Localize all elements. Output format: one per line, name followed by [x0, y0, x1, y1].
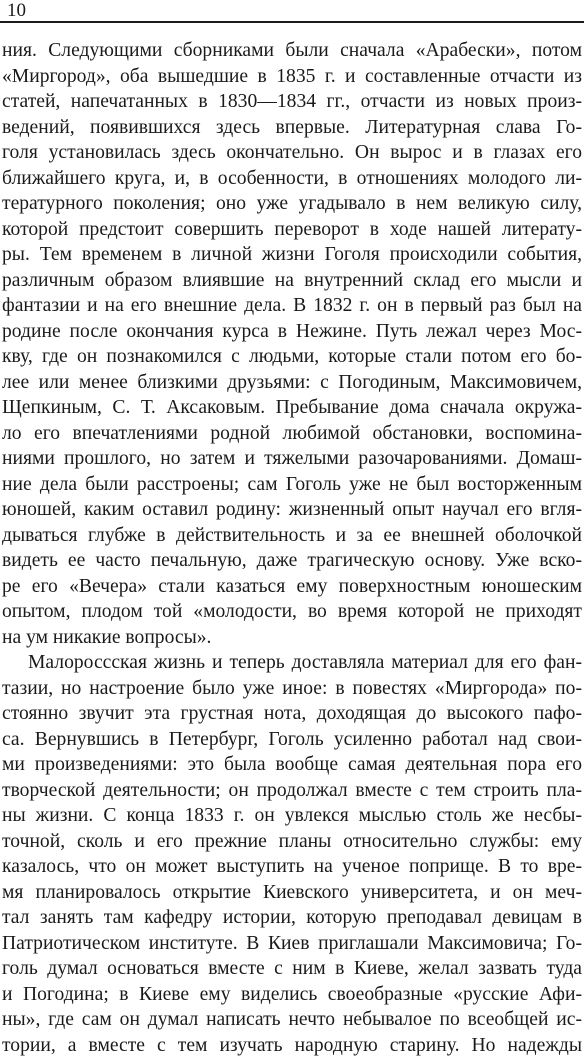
text-line: «Миргород», оба вышедшие в 1835 г. и составленные отчасти из	[2, 64, 582, 90]
text-line: ния. Следующими сборниками были сначала «Арабески», потом	[2, 38, 582, 64]
text-line: ми произведениями: это была вообще самая деятельная пора его	[2, 752, 582, 778]
text-line: тературного поколения; оно уже угадывало в нем великую силу,	[2, 191, 582, 217]
text-line: на ум никакие вопросы».	[2, 625, 582, 651]
header-rule	[0, 21, 584, 23]
text-line: ры. Тем временем в личной жизни Гоголя происходили события,	[2, 242, 582, 268]
text-line: родине после окончания курса в Нежине. Путь лежал через Мос-	[2, 319, 582, 345]
text-line: ниями прошлого, но затем и тяжелыми разочарованиями. Домаш-	[2, 446, 582, 472]
text-line: видеть ее часто печальную, даже трагическую основу. Уже вско-	[2, 548, 582, 574]
paragraph	[2, 650, 582, 1058]
text-line: Патриотическом институте. В Киев приглашали Максимовича; Го-	[2, 931, 582, 957]
text-line: Малороссская жизнь и теперь доставляла материал для его фан-	[2, 650, 582, 676]
page-number: 10	[7, 0, 26, 22]
text-line: кву, где он познакомился с людьми, которые стали потом его бо-	[2, 344, 582, 370]
text-line: голь думал основаться вместе с ним в Киеве, желал зазвать туда	[2, 956, 582, 982]
text-line: ведений, появившихся здесь впервые. Литературная слава Го-	[2, 115, 582, 141]
text-line: ре его «Вечера» стали казаться ему поверхностным юношеским	[2, 574, 582, 600]
text-line: фантазии и на его внешние дела. В 1832 г. он в первый раз был на	[2, 293, 582, 319]
text-line: ны жизни. С конца 1833 г. он увлекся мыслью столь же несбы-	[2, 803, 582, 829]
text-line: казалось, что он может выступить на ученое поприще. В то вре-	[2, 854, 582, 880]
text-line: ло его впечатлениями родной любимой обстановки, воспомина-	[2, 421, 582, 447]
text-line: са. Вернувшись в Петербург, Гоголь усиленно работал над свои-	[2, 727, 582, 753]
text-line: и Погодина; в Киеве ему виделись своеобразные «русские Афи-	[2, 982, 582, 1008]
text-line: различным образом влиявшие на внутренний склад его мысли и	[2, 268, 582, 294]
text-line: юношей, каким оставил родину: жизненный опыт научал его вгля-	[2, 497, 582, 523]
text-line: тазии, но настроение было уже иное: в повестях «Миргорода» по-	[2, 676, 582, 702]
text-line: лее или менее близкими друзьями: с Погодиным, Максимовичем,	[2, 370, 582, 396]
text-line: голя установилась здесь окончательно. Он вырос и в глазах его	[2, 140, 582, 166]
text-line: точной, сколь и его прежние планы относительно службы: ему	[2, 829, 582, 855]
text-line: мя планировалось открытие Киевского университета, и он меч-	[2, 880, 582, 906]
text-line: дываться глубже в действительность и за ее внешней оболочкой	[2, 523, 582, 549]
paragraph	[2, 38, 582, 650]
text-line: тории, а вместе с тем изучать народную старину. Но надежды	[2, 1033, 582, 1058]
text-line: которой предстоит совершить переворот в ходе нашей литерату-	[2, 217, 582, 243]
text-line: ние дела были расстроены; сам Гоголь уже не был восторженным	[2, 472, 582, 498]
text-line: статей, напечатанных в 1830—1834 гг., отчасти из новых произ-	[2, 89, 582, 115]
text-line: ближайшего круга, и, в особенности, в отношениях молодого ли-	[2, 166, 582, 192]
body-text	[2, 38, 582, 1058]
text-line: ны», где сам он думал написать нечто небывалое по всеобщей ис-	[2, 1007, 582, 1033]
text-line: Щепкиным, С. Т. Аксаковым. Пребывание дома сначала окружа-	[2, 395, 582, 421]
text-line: тал занять там кафедру истории, которую преподавал девицам в	[2, 905, 582, 931]
text-line: стоянно звучит эта грустная нота, доходящая до высокого пафо-	[2, 701, 582, 727]
text-line: опытом, плодом той «молодости, во время которой не приходят	[2, 599, 582, 625]
text-line: творческой деятельности; он продолжал вместе с тем строить пла-	[2, 778, 582, 804]
